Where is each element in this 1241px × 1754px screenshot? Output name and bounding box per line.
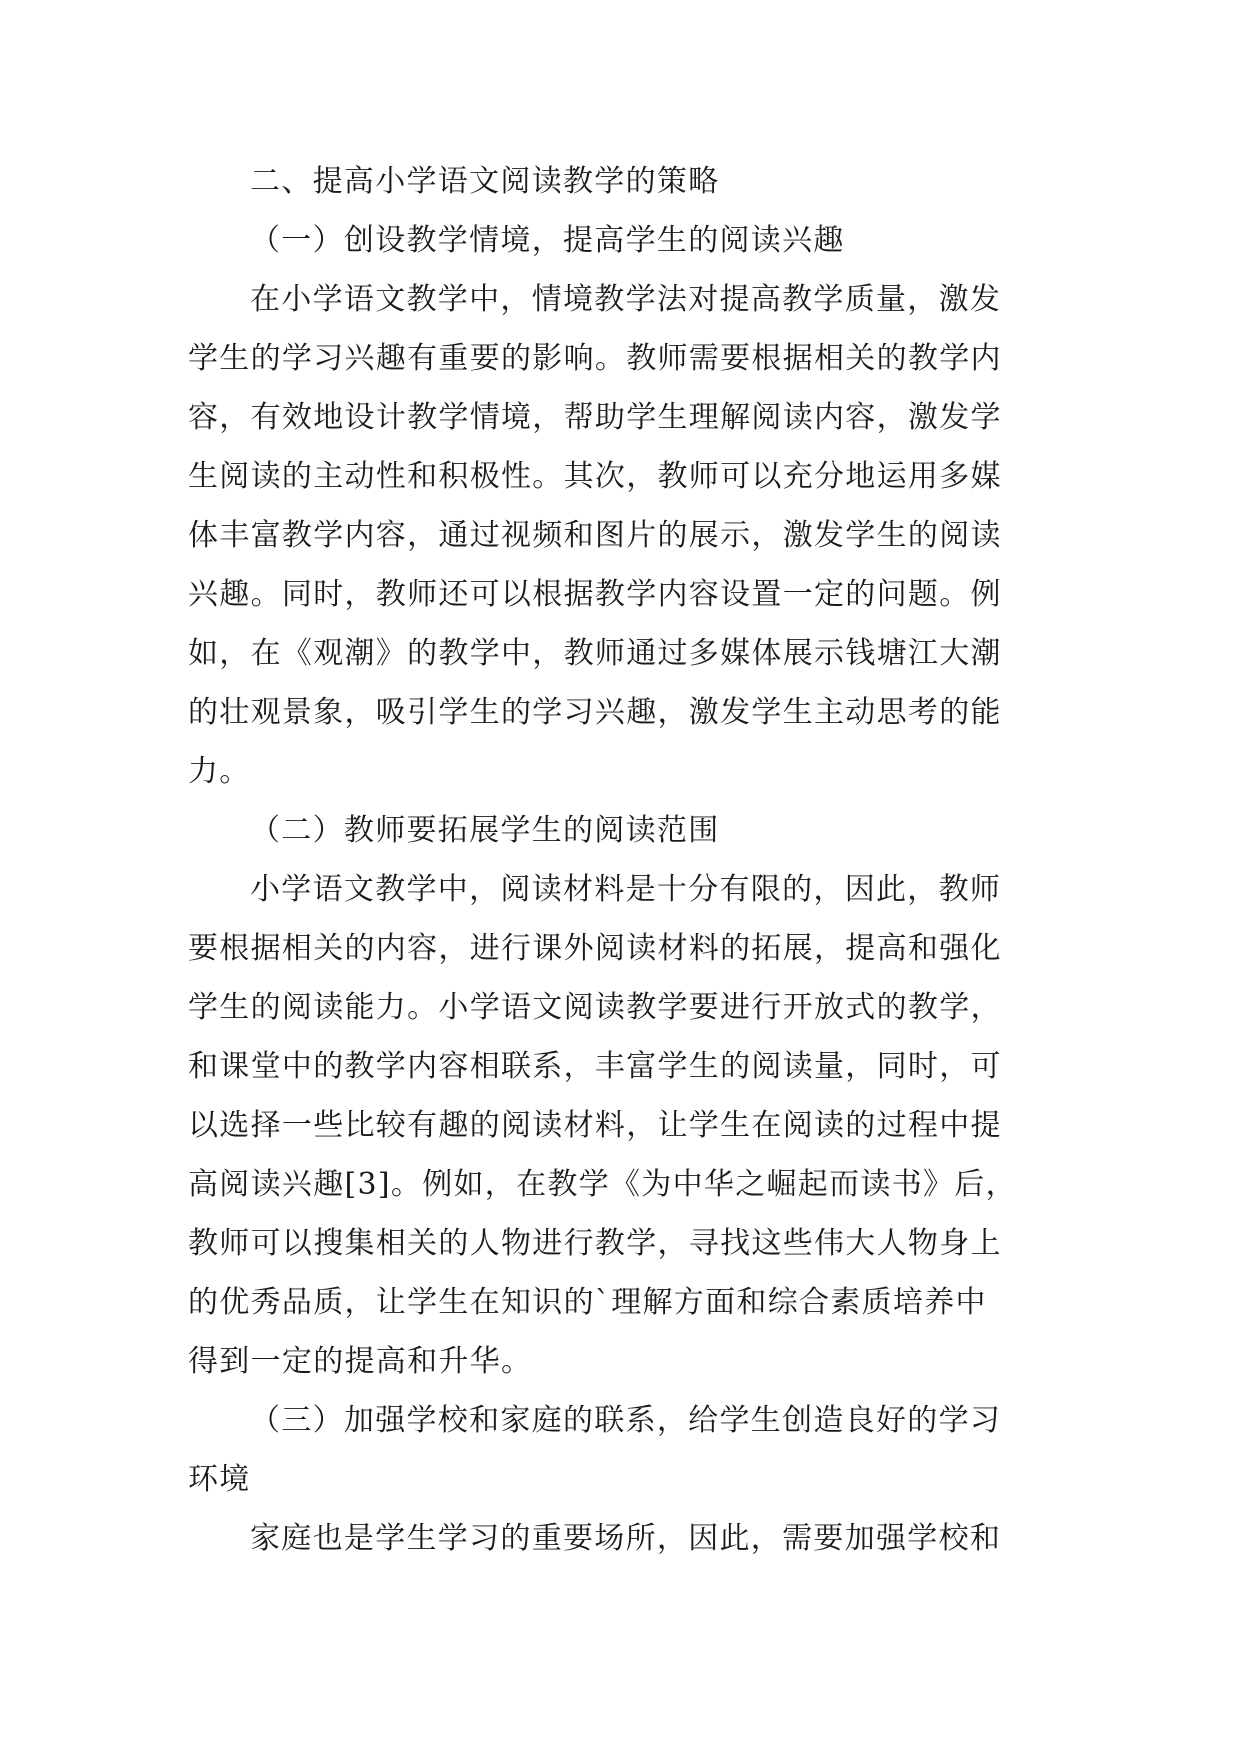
- paragraph-line: 学生的学习兴趣有重要的影响。教师需要根据相关的教学内: [188, 341, 1002, 376]
- paragraph-line: 兴趣。同时，教师还可以根据教学内容设置一定的问题。例: [188, 577, 1002, 612]
- paragraph-line: 以选择一些比较有趣的阅读材料，让学生在阅读的过程中提: [188, 1108, 1002, 1143]
- paragraph-line: 要根据相关的内容，进行课外阅读材料的拓展，提高和强化: [188, 931, 1002, 966]
- paragraph-line: 得到一定的提高和升华。: [188, 1344, 533, 1379]
- paragraph-line: 学生的阅读能力。小学语文阅读教学要进行开放式的教学，: [188, 990, 1002, 1025]
- section-heading: 二、提高小学语文阅读教学的策略: [250, 164, 720, 199]
- paragraph-line: 生阅读的主动性和积极性。其次，教师可以充分地运用多媒: [188, 459, 1002, 494]
- paragraph-line: 家庭也是学生学习的重要场所，因此，需要加强学校和: [250, 1521, 1002, 1556]
- subsection-heading: （三）加强学校和家庭的联系，给学生创造良好的学习: [250, 1403, 1002, 1438]
- subsection-heading: （二）教师要拓展学生的阅读范围: [250, 813, 720, 848]
- paragraph-line: 教师可以搜集相关的人物进行教学，寻找这些伟大人物身上: [188, 1226, 1002, 1261]
- paragraph-line: 高阅读兴趣[3]。例如，在教学《为中华之崛起而读书》后，: [188, 1167, 1017, 1202]
- paragraph-line: 体丰富教学内容，通过视频和图片的展示，激发学生的阅读: [188, 518, 1002, 553]
- subsection-heading: （一）创设教学情境，提高学生的阅读兴趣: [250, 223, 845, 258]
- paragraph-line: 小学语文教学中，阅读材料是十分有限的，因此，教师: [250, 872, 1002, 907]
- paragraph-line: 的壮观景象，吸引学生的学习兴趣，激发学生主动思考的能: [188, 695, 1002, 730]
- paragraph-line: 和课堂中的教学内容相联系，丰富学生的阅读量，同时，可: [188, 1049, 1002, 1084]
- paragraph-line: 容，有效地设计教学情境，帮助学生理解阅读内容，激发学: [188, 400, 1002, 435]
- subsection-heading: 环境: [188, 1462, 251, 1497]
- document-body: [188, 152, 1050, 1568]
- paragraph-line: 力。: [188, 754, 251, 789]
- paragraph-line: 如，在《观潮》的教学中，教师通过多媒体展示钱塘江大潮: [188, 636, 1002, 671]
- paragraph-line: 的优秀品质，让学生在知识的`理解方面和综合素质培养中: [188, 1285, 987, 1320]
- paragraph-line: 在小学语文教学中，情境教学法对提高教学质量，激发: [250, 282, 1002, 317]
